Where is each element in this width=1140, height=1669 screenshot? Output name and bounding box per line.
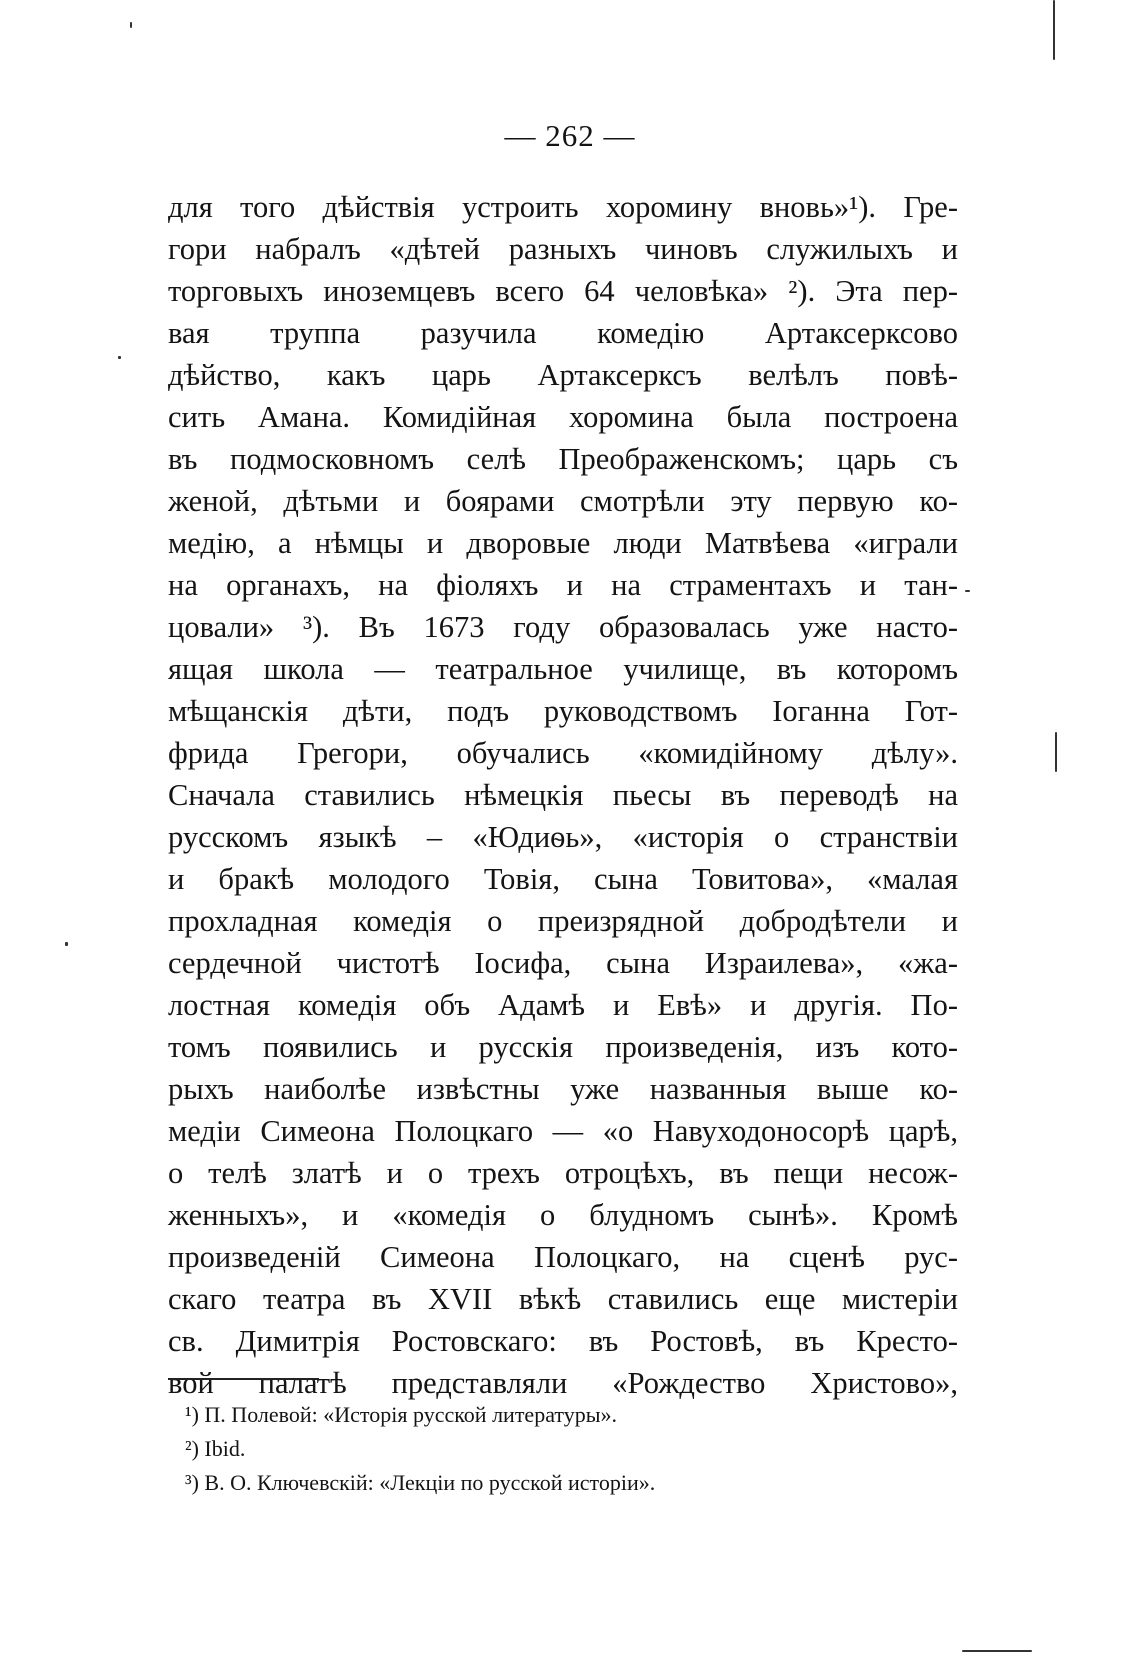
text-line: торговыхъ иноземцевъ всего 64 человѣка» ²). Эта пер- xyxy=(168,274,958,308)
scan-speck xyxy=(65,942,68,946)
text-line: о телѣ златѣ и о трехъ отроцѣхъ, въ пещи несож- xyxy=(168,1156,958,1190)
footnote: ¹) П. Полевой: «Исторія русской литературы». xyxy=(185,1402,617,1427)
scan-speck xyxy=(130,22,132,28)
footnotes xyxy=(185,1398,825,1500)
footnote: ³) В. О. Ключевскій: «Лекціи по русской исторіи». xyxy=(185,1470,656,1495)
text-line: въ подмосковномъ селѣ Преображенскомъ; царь съ xyxy=(168,442,958,476)
text-line: Сначала ставились нѣмецкія пьесы въ переводѣ на xyxy=(168,778,958,812)
footnote: ²) Ibid. xyxy=(185,1436,246,1461)
text-line: женой, дѣтьми и боярами смотрѣли эту первую ко- xyxy=(168,484,958,518)
text-line: женныхъ», и «комедія о блудномъ сынѣ». Кромѣ xyxy=(168,1198,958,1232)
text-line: томъ появились и русскія произведенія, изъ кото- xyxy=(168,1030,958,1064)
text-line: сердечной чистотѣ Іосифа, сына Израилева», «жа- xyxy=(168,946,958,980)
scan-speck xyxy=(962,1650,1032,1652)
scan-speck xyxy=(1055,732,1057,772)
text-line: ящая школа — театральное училище, въ которомъ xyxy=(168,652,958,686)
text-line: мѣщанскія дѣти, подъ руководствомъ Іоганна Гот- xyxy=(168,694,958,728)
text-line: дѣйство, какъ царь Артаксерксъ велѣлъ повѣ- xyxy=(168,358,958,392)
text-line: скаго театра въ XVII вѣкѣ ставились еще мистеріи xyxy=(168,1282,958,1316)
scan-speck xyxy=(965,590,970,592)
page-number: — 262 — xyxy=(504,118,636,153)
text-line: русскомъ языкѣ – «Юдиѳь», «исторія о странствіи xyxy=(168,820,958,854)
footnote-separator xyxy=(168,1378,319,1380)
text-line: медію, а нѣмцы и дворовые люди Матвѣева «играли xyxy=(168,526,958,560)
scan-speck xyxy=(1053,0,1055,60)
text-line: цовали» ³). Въ 1673 году образовалась уже насто- xyxy=(168,610,958,644)
text-line: сить Амана. Комидійная хоромина была построена xyxy=(168,400,958,434)
text-line: для того дѣйствія устроить хоромину вновь»¹). Гре- xyxy=(168,190,958,224)
text-line: вая труппа разучила комедію Артаксерксово xyxy=(168,316,958,350)
text-line: произведеній Симеона Полоцкаго, на сценѣ рус- xyxy=(168,1240,958,1274)
text-line: рыхъ наиболѣе извѣстны уже названныя выше ко- xyxy=(168,1072,958,1106)
scan-speck xyxy=(118,356,121,359)
text-line: прохладная комедія о преизрядной добродѣтели и xyxy=(168,904,958,938)
text-line: вой палатѣ представляли «Рождество Христово», xyxy=(168,1366,958,1400)
text-line: фрида Грегори, обучались «комидійному дѣлу». xyxy=(168,736,958,770)
text-line: лостная комедія объ Адамѣ и Евѣ» и другія. По- xyxy=(168,988,958,1022)
body-text xyxy=(168,186,958,1404)
text-line: медіи Симеона Полоцкаго — «о Навуходоносорѣ царѣ, xyxy=(168,1114,958,1148)
text-line: гори набралъ «дѣтей разныхъ чиновъ служилыхъ и xyxy=(168,232,958,266)
text-line: св. Димитрія Ростовскаго: въ Ростовѣ, въ Кресто- xyxy=(168,1324,958,1358)
text-line: и бракѣ молодого Товія, сына Товитова», «малая xyxy=(168,862,958,896)
text-line: на органахъ, на фіоляхъ и на страментахъ и тан- xyxy=(168,568,958,602)
